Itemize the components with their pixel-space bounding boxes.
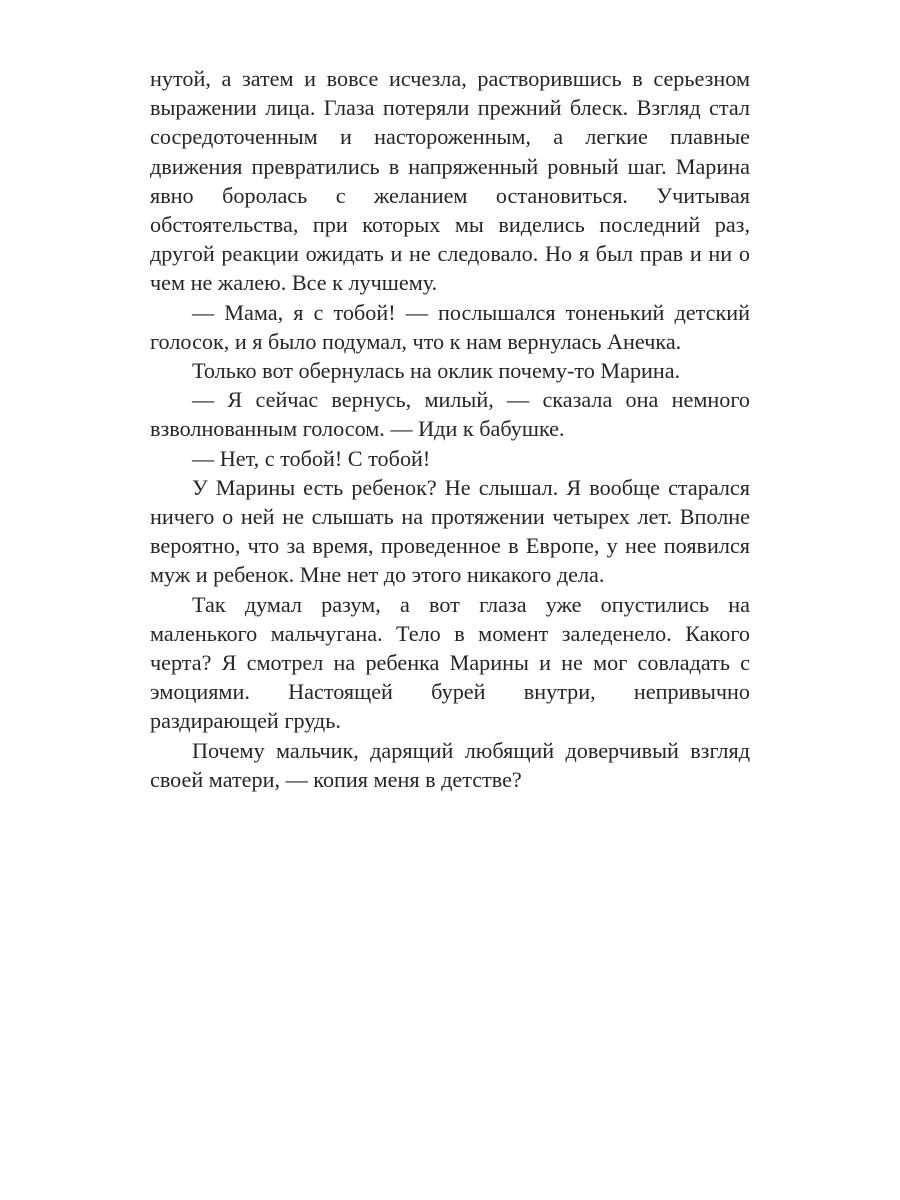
paragraph-dialogue-return: — Я сейчас вернусь, милый, — сказала она немного взволнованным голосом. — Иди к бабушке. <box>150 387 750 442</box>
paragraph-child-question: У Марины есть ребенок? Не слышал. Я вообще старался ничего о ней не слышать на протяжении четырех лет. Вполне вероятно, что за время, проведенное в Европе, у нее появился муж и ребенок. Мне нет до этого никакого дела. <box>150 474 750 588</box>
paragraph-continued: нутой, а затем и вовсе исчезла, растворившись в серьезном выражении лица. Глаза потеряли прежний блеск. Взгляд стал сосредоточенным и настороженным, а легкие плавные движения превратились в напряженный ровный шаг. Марина явно боролась с желанием остановиться. Учитывая обстоятельства, при которых мы виделись последний раз, другой реакции ожидать и не следовало. Но я был прав и ни о чем не жалею. Все к лучшему. <box>150 66 750 296</box>
paragraph-dialogue-mama: — Мама, я с тобой! — послышался тоненький детский голосок, и я было подумал, что к нам вернулась Анечка. <box>150 299 750 354</box>
paragraph-thoughts: Так думал разум, а вот глаза уже опустились на маленького мальчугана. Тело в момент заледенело. Какого черта? Я смотрел на ребенка Марины и не мог совладать с эмоциями. Настоящей бурей внутри, непривычно раздирающей грудь. <box>150 591 750 734</box>
paragraph-turned: Только вот обернулась на оклик почему-то Марина. <box>192 358 681 384</box>
book-page <box>150 64 750 794</box>
paragraph-final-question: Почему мальчик, дарящий любящий доверчивый взгляд своей матери, — копия меня в детстве? <box>150 737 750 792</box>
paragraph-dialogue-with-you: — Нет, с тобой! С тобой! <box>192 445 431 471</box>
